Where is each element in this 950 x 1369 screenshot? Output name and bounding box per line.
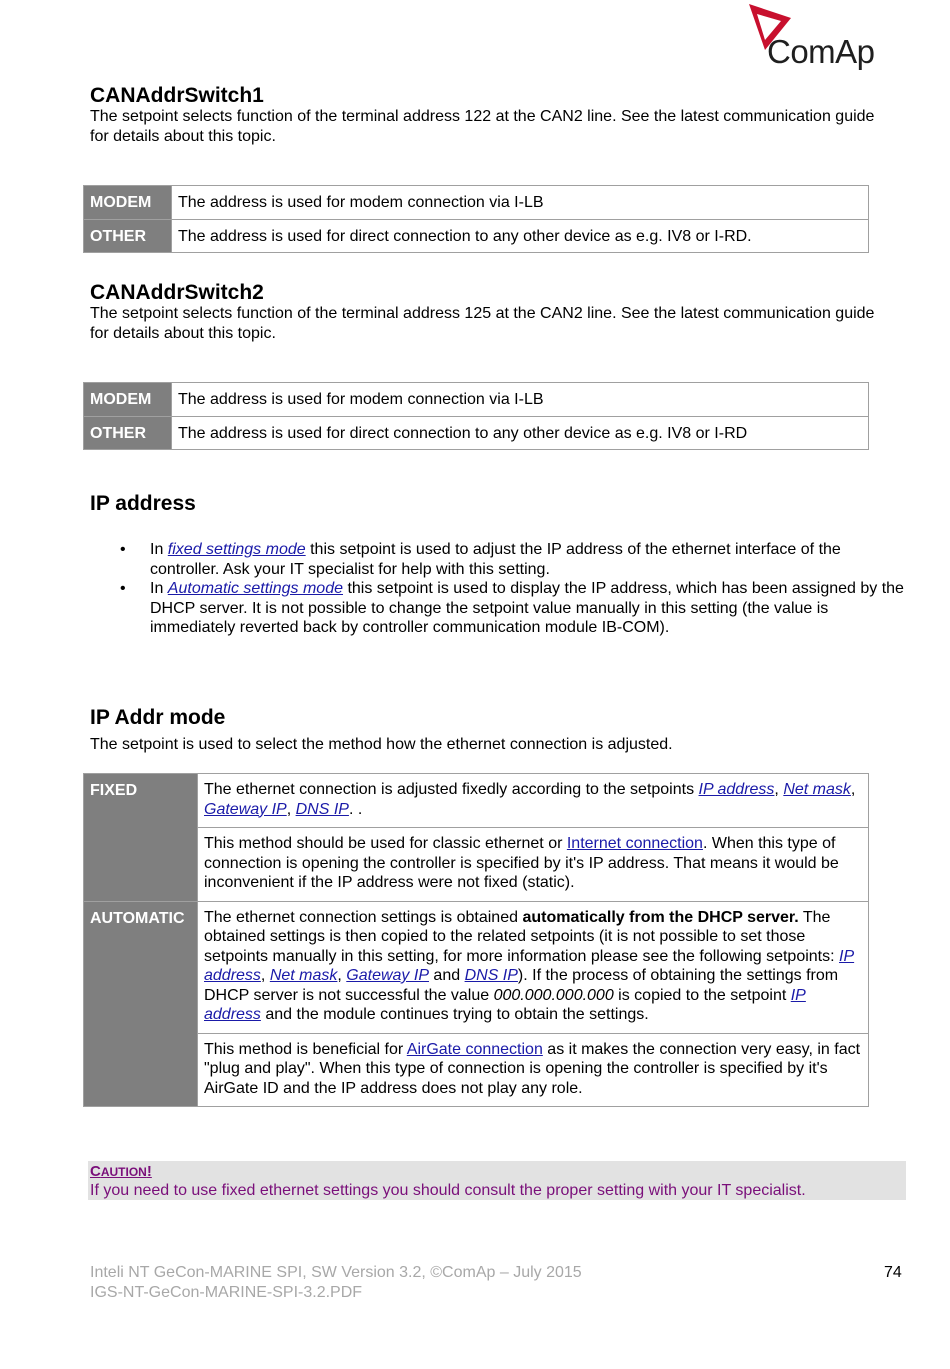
ip-address-link[interactable]: IP address	[204, 986, 806, 1023]
dns-ip-link[interactable]: DNS IP	[464, 967, 518, 984]
logo-text: ComAp	[767, 33, 875, 70]
section-desc-ip-addr-mode: The setpoint is used to select the method how the ethernet connection is adjusted.	[90, 736, 673, 753]
section-title-canaddrswitch2: CANAddrSwitch2	[90, 281, 264, 304]
options-table-ip-addr-mode	[83, 773, 869, 1107]
dns-ip-link[interactable]: DNS IP	[295, 800, 349, 818]
list-item: • In fixed settings mode this setpoint is used to adjust the IP address of the ethernet interface of the controller. Ask your IT specialist for help with this setting.	[90, 540, 905, 579]
gateway-ip-link[interactable]: Gateway IP	[346, 967, 429, 984]
gateway-ip-link[interactable]: Gateway IP	[204, 800, 287, 818]
footer-line1: Inteli NT GeCon-MARINE SPI, SW Version 3.2, ©ComAp – July 2015	[90, 1264, 582, 1281]
section-title-ip-addr-mode: IP Addr mode	[90, 706, 226, 729]
fixed-settings-mode-link[interactable]: fixed settings mode	[167, 541, 306, 558]
table-row	[84, 383, 869, 417]
option-text: This method is beneficial for AirGate connection as it makes the connection very easy, in fact "plug and play". When this type of connection is opening the controller is specified by it's AirGate ID and the IP address does not play any role.	[198, 1033, 869, 1107]
table-row	[84, 901, 869, 1033]
section-desc-canaddrswitch2: The setpoint selects function of the terminal address 125 at the CAN2 line. See the latest communication guide for details about this topic.	[90, 305, 875, 342]
ip-address-bullets	[90, 540, 905, 638]
table-row	[84, 219, 869, 253]
option-text: The address is used for modem connection via I-LB	[172, 186, 869, 220]
option-key: AUTOMATIC	[84, 901, 198, 1107]
table-row	[84, 774, 869, 828]
page-number: 74	[884, 1264, 902, 1281]
comap-logo	[745, 4, 885, 74]
list-item: • In Automatic settings mode this setpoint is used to display the IP address, which has been assigned by the DHCP server. It is not possible to change the setpoint value manually in this setting (the value is immediately reverted back by controller communication module IB-COM).	[90, 579, 905, 638]
caution-title: CAUTION!	[90, 1163, 152, 1180]
airgate-connection-link[interactable]: AirGate connection	[406, 1040, 543, 1058]
options-table-canaddrswitch1	[83, 185, 869, 253]
caution-box	[88, 1161, 906, 1200]
net-mask-link[interactable]: Net mask	[783, 781, 851, 798]
option-text: The address is used for modem connection via I-LB	[172, 383, 869, 417]
option-key: FIXED	[84, 774, 198, 902]
section-title-ip-address: IP address	[90, 492, 196, 515]
table-row	[84, 416, 869, 450]
option-key: OTHER	[84, 416, 172, 450]
option-text: The ethernet connection settings is obtained automatically from the DHCP server. The obtained settings is then copied to the related setpoints (it is not possible to set those setpoints manually in this setting, for more information please see the following setpoints: IP address, Net mask, Gateway IP and DNS IP). If the process of obtaining the settings from DHCP server is not successful the value 000.000.000.000 is copied to the setpoint IP address and the module continues trying to obtain the settings.	[198, 901, 869, 1033]
option-text: The address is used for direct connection to any other device as e.g. IV8 or I-RD	[172, 416, 869, 450]
internet-connection-link[interactable]: Internet connection	[566, 835, 703, 852]
table-row	[84, 828, 869, 902]
section-title-canaddrswitch1: CANAddrSwitch1	[90, 84, 264, 107]
table-row	[84, 186, 869, 220]
section-desc-canaddrswitch1: The setpoint selects function of the terminal address 122 at the CAN2 line. See the latest communication guide for details about this topic.	[90, 108, 875, 145]
caution-text: If you need to use fixed ethernet settings you should consult the proper setting with your IT specialist.	[90, 1182, 806, 1199]
option-key: OTHER	[84, 219, 172, 253]
automatic-settings-mode-link[interactable]: Automatic settings mode	[167, 580, 343, 597]
net-mask-link[interactable]: Net mask	[269, 967, 338, 984]
option-text: The ethernet connection is adjusted fixedly according to the setpoints IP address, Net mask, Gateway IP, DNS IP. .	[198, 774, 869, 828]
footer-line2: IGS-NT-GeCon-MARINE-SPI-3.2.PDF	[90, 1284, 363, 1301]
option-text: The address is used for direct connection to any other device as e.g. IV8 or I-RD.	[172, 219, 869, 253]
option-key: MODEM	[84, 383, 172, 417]
options-table-canaddrswitch2	[83, 382, 869, 450]
option-text: This method should be used for classic ethernet or Internet connection. When this type of connection is opening the controller is specified by it's IP address. That means it would be inconvenient if the IP address were not fixed (static).	[198, 828, 869, 902]
ip-address-link[interactable]: IP address	[698, 781, 775, 798]
option-key: MODEM	[84, 186, 172, 220]
table-row	[84, 1033, 869, 1107]
ip-address-link[interactable]: IP address	[204, 947, 855, 984]
